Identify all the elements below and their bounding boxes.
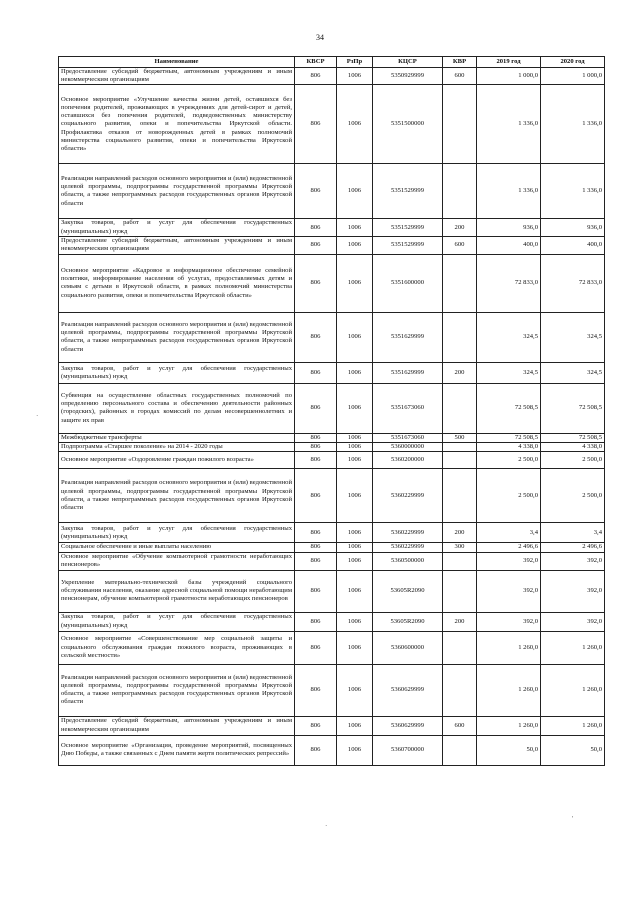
table-cell-rzpr: 1006 xyxy=(337,236,373,254)
table-cell-kvsr: 806 xyxy=(295,85,337,164)
table-cell-kcsr: 5360229999 xyxy=(373,523,443,543)
table-cell-kvr: 600 xyxy=(443,68,477,85)
table-cell-2020: 392,0 xyxy=(541,552,605,570)
table-cell-kvsr: 806 xyxy=(295,735,337,765)
table-cell-2020: 1 000,0 xyxy=(541,68,605,85)
table-cell-kvr: 500 xyxy=(443,433,477,442)
table-cell-kcsr: 5360200000 xyxy=(373,452,443,469)
table-cell-2020: 392,0 xyxy=(541,612,605,631)
table-cell-kvr xyxy=(443,452,477,469)
table-cell-rzpr: 1006 xyxy=(337,735,373,765)
table-cell-name: Реализация направлений расходов основного мероприятия и (или) ведомственной целевой программы, подпрограммы государственной программы Иркутской области, а также непрограммных расходов государственных органов Иркутской области xyxy=(59,164,295,219)
table-cell-kcsr: 53605R2090 xyxy=(373,612,443,631)
table-cell-kvsr: 806 xyxy=(295,254,337,312)
table-cell-kvsr: 806 xyxy=(295,312,337,362)
table-cell-2020: 1 260,0 xyxy=(541,716,605,735)
table-cell-kvsr: 806 xyxy=(295,236,337,254)
table-cell-name: Реализация направлений расходов основного мероприятия и (или) ведомственной целевой программы, подпрограммы государственной программы Иркутской области, а также непрограммных расходов государственных органов Иркутской области xyxy=(59,664,295,716)
table-cell-kvr: 200 xyxy=(443,612,477,631)
table-cell-name: Основное мероприятие «Оздоровление граждан пожилого возраста» xyxy=(59,452,295,469)
table-row xyxy=(59,523,605,543)
table-cell-kvsr: 806 xyxy=(295,664,337,716)
header-2019: 2019 год xyxy=(477,57,541,68)
table-cell-kvr xyxy=(443,312,477,362)
header-rzpr: РзПр xyxy=(337,57,373,68)
table-row xyxy=(59,236,605,254)
table-cell-rzpr: 1006 xyxy=(337,452,373,469)
table-cell-2019: 2 496,6 xyxy=(477,543,541,552)
table-cell-kvr: 200 xyxy=(443,362,477,383)
table-row xyxy=(59,664,605,716)
scan-mark: ' xyxy=(572,815,574,823)
table-row xyxy=(59,735,605,765)
table-cell-2019: 1 260,0 xyxy=(477,716,541,735)
table-cell-kcsr: 5351673060 xyxy=(373,383,443,433)
table-cell-kvsr: 806 xyxy=(295,543,337,552)
header-name: Наименование xyxy=(59,57,295,68)
table-row xyxy=(59,312,605,362)
table-cell-2020: 392,0 xyxy=(541,570,605,612)
table-cell-2020: 324,5 xyxy=(541,362,605,383)
table-cell-name: Основное мероприятие «Организация, проведение мероприятий, посвященных Дню Победы, а также связанных с Днем памяти жертв политических репрессий» xyxy=(59,735,295,765)
table-cell-kcsr: 5350929999 xyxy=(373,68,443,85)
table-cell-kvr xyxy=(443,570,477,612)
table-cell-2020: 1 336,0 xyxy=(541,164,605,219)
table-row xyxy=(59,164,605,219)
table-cell-kvsr: 806 xyxy=(295,612,337,631)
table-cell-name: Предоставление субсидий бюджетным, автономным учреждениям и иным некоммерческим организациям xyxy=(59,716,295,735)
header-kcsr: КЦСР xyxy=(373,57,443,68)
table-cell-kvsr: 806 xyxy=(295,523,337,543)
table-cell-2019: 392,0 xyxy=(477,570,541,612)
table-cell-kvr: 600 xyxy=(443,716,477,735)
table-cell-2020: 1 336,0 xyxy=(541,85,605,164)
table-body xyxy=(59,68,605,766)
table-cell-kvr: 300 xyxy=(443,543,477,552)
table-cell-kvr xyxy=(443,254,477,312)
table-cell-rzpr: 1006 xyxy=(337,443,373,452)
table-cell-2019: 1 000,0 xyxy=(477,68,541,85)
table-cell-2020: 72 508,5 xyxy=(541,433,605,442)
table-cell-2019: 936,0 xyxy=(477,219,541,236)
table-cell-kvr xyxy=(443,552,477,570)
scan-mark: · xyxy=(325,822,328,830)
table-row xyxy=(59,443,605,452)
table-cell-rzpr: 1006 xyxy=(337,164,373,219)
table-cell-name: Основное мероприятие «Улучшение качества жизни детей, оставшихся без попечения родителей, проживающих в учреждениях для детей-сирот и детей, оставшихся без попечения родителей, подведомственных министерству социального развития, опеки и попечительства Иркутской области. Профилактика отказов от новорожденных детей в рамках полномочий министерства социального развития, опеки и попечительства Иркутской области» xyxy=(59,85,295,164)
table-cell-2020: 3,4 xyxy=(541,523,605,543)
table-cell-2019: 400,0 xyxy=(477,236,541,254)
table-cell-name: Субвенция на осуществление областных государственных полномочий по определению персонального состава и обеспечению деятельности районных (городских), районных в городах комиссий по делам несовершеннолетних и защите их прав xyxy=(59,383,295,433)
table-cell-kcsr: 5360629999 xyxy=(373,716,443,735)
table-cell-name: Закупка товаров, работ и услуг для обеспечения государственных (муниципальных) нужд xyxy=(59,523,295,543)
table-row xyxy=(59,552,605,570)
scan-mark: · xyxy=(36,412,39,420)
table-cell-name: Основное мероприятие «Обучение компьютерной грамотности неработающих пенсионеров» xyxy=(59,552,295,570)
table-cell-kvsr: 806 xyxy=(295,433,337,442)
table-cell-rzpr: 1006 xyxy=(337,312,373,362)
table-cell-name: Укрепление материально-технической базы учреждений социального обслуживания населения, оказание адресной социальной помощи неработающим пенсионерам, обучение компьютерной грамотности неработающих пенсионеров xyxy=(59,570,295,612)
table-cell-kcsr: 5360700000 xyxy=(373,735,443,765)
table-row xyxy=(59,543,605,552)
table-cell-2020: 2 500,0 xyxy=(541,469,605,523)
header-2020: 2020 год xyxy=(541,57,605,68)
table-cell-2020: 400,0 xyxy=(541,236,605,254)
table-row xyxy=(59,383,605,433)
table-cell-kvr: 600 xyxy=(443,236,477,254)
table-cell-2020: 4 338,0 xyxy=(541,443,605,452)
table-cell-kvr xyxy=(443,664,477,716)
table-cell-kvr xyxy=(443,443,477,452)
table-cell-kcsr: 5351529999 xyxy=(373,236,443,254)
table-cell-2019: 392,0 xyxy=(477,612,541,631)
table-cell-2019: 72 508,5 xyxy=(477,383,541,433)
table-cell-2020: 936,0 xyxy=(541,219,605,236)
table-cell-name: Реализация направлений расходов основного мероприятия и (или) ведомственной целевой программы, подпрограммы государственной программы Иркутской области, а также непрограммных расходов государственных органов Иркутской области xyxy=(59,312,295,362)
table-cell-rzpr: 1006 xyxy=(337,383,373,433)
table-cell-kcsr: 5351600000 xyxy=(373,254,443,312)
table-cell-kvsr: 806 xyxy=(295,452,337,469)
table-cell-kvsr: 806 xyxy=(295,219,337,236)
table-cell-kvr xyxy=(443,469,477,523)
table-cell-kcsr: 5360229999 xyxy=(373,469,443,523)
table-cell-name: Реализация направлений расходов основного мероприятия и (или) ведомственной целевой программы, подпрограммы государственной программы Иркутской области, а также непрограммных расходов государственных органов Иркутской области xyxy=(59,469,295,523)
table-cell-2020: 2 500,0 xyxy=(541,452,605,469)
table-cell-2019: 1 336,0 xyxy=(477,85,541,164)
table-row xyxy=(59,68,605,85)
budget-table xyxy=(58,56,605,766)
table-cell-kvsr: 806 xyxy=(295,443,337,452)
table-cell-kvr: 200 xyxy=(443,219,477,236)
table-cell-rzpr: 1006 xyxy=(337,433,373,442)
table-cell-2020: 324,5 xyxy=(541,312,605,362)
table-cell-kvr xyxy=(443,383,477,433)
table-cell-rzpr: 1006 xyxy=(337,85,373,164)
table-cell-kvsr: 806 xyxy=(295,716,337,735)
table-row xyxy=(59,452,605,469)
table-cell-rzpr: 1006 xyxy=(337,664,373,716)
table-cell-kcsr: 53605R2090 xyxy=(373,570,443,612)
table-row xyxy=(59,219,605,236)
table-cell-2019: 1 260,0 xyxy=(477,631,541,664)
table-row xyxy=(59,612,605,631)
table-cell-kvsr: 806 xyxy=(295,68,337,85)
table-cell-kcsr: 5360629999 xyxy=(373,664,443,716)
table-cell-rzpr: 1006 xyxy=(337,716,373,735)
table-cell-kvr: 200 xyxy=(443,523,477,543)
table-cell-name: Основное мероприятие «Кадровое и информационное обеспечение семейной политики, информирование населения об услугах, предоставляемых детям и семьям с детьми в Иркутской области, в рамках полномочий министерства социального развития, опеки и попечительства Иркутской области» xyxy=(59,254,295,312)
table-cell-2020: 50,0 xyxy=(541,735,605,765)
table-cell-kcsr: 5360000000 xyxy=(373,443,443,452)
table-cell-2019: 4 338,0 xyxy=(477,443,541,452)
table-cell-rzpr: 1006 xyxy=(337,219,373,236)
table-cell-2019: 2 500,0 xyxy=(477,469,541,523)
table-cell-kcsr: 5360229999 xyxy=(373,543,443,552)
table-cell-kvr xyxy=(443,631,477,664)
table-cell-2020: 72 508,5 xyxy=(541,383,605,433)
table-cell-kcsr: 5351673060 xyxy=(373,433,443,442)
table-cell-kvsr: 806 xyxy=(295,362,337,383)
table-cell-2019: 3,4 xyxy=(477,523,541,543)
table-cell-name: Межбюджетные трансферты xyxy=(59,433,295,442)
table-cell-kvr xyxy=(443,164,477,219)
table-row xyxy=(59,469,605,523)
table-cell-kvr xyxy=(443,735,477,765)
table-cell-2020: 1 260,0 xyxy=(541,664,605,716)
table-row xyxy=(59,254,605,312)
table-cell-kcsr: 5360500000 xyxy=(373,552,443,570)
table-cell-name: Предоставление субсидий бюджетным, автономным учреждениям и иным некоммерческим организациям xyxy=(59,68,295,85)
table-row xyxy=(59,570,605,612)
table-cell-2019: 72 508,5 xyxy=(477,433,541,442)
table-cell-rzpr: 1006 xyxy=(337,570,373,612)
table-cell-rzpr: 1006 xyxy=(337,68,373,85)
table-cell-2019: 1 260,0 xyxy=(477,664,541,716)
table-cell-kvsr: 806 xyxy=(295,552,337,570)
table-cell-name: Социальное обеспечение и иные выплаты населению xyxy=(59,543,295,552)
table-cell-rzpr: 1006 xyxy=(337,523,373,543)
table-cell-kcsr: 5351629999 xyxy=(373,362,443,383)
table-cell-kvsr: 806 xyxy=(295,631,337,664)
table-cell-rzpr: 1006 xyxy=(337,254,373,312)
table-cell-name: Закупка товаров, работ и услуг для обеспечения государственных (муниципальных) нужд xyxy=(59,219,295,236)
table-cell-kcsr: 5351529999 xyxy=(373,164,443,219)
table-cell-rzpr: 1006 xyxy=(337,362,373,383)
table-cell-2019: 1 336,0 xyxy=(477,164,541,219)
table-cell-rzpr: 1006 xyxy=(337,469,373,523)
table-cell-kcsr: 5351529999 xyxy=(373,219,443,236)
table-cell-2019: 392,0 xyxy=(477,552,541,570)
header-kvr: КВР xyxy=(443,57,477,68)
table-cell-kcsr: 5360600000 xyxy=(373,631,443,664)
table-row xyxy=(59,433,605,442)
table-cell-2020: 1 260,0 xyxy=(541,631,605,664)
table-cell-2020: 72 833,0 xyxy=(541,254,605,312)
table-cell-rzpr: 1006 xyxy=(337,612,373,631)
table-cell-2019: 50,0 xyxy=(477,735,541,765)
table-cell-rzpr: 1006 xyxy=(337,631,373,664)
table-cell-2019: 324,5 xyxy=(477,362,541,383)
table-cell-2019: 72 833,0 xyxy=(477,254,541,312)
table-cell-2020: 2 496,6 xyxy=(541,543,605,552)
table-row xyxy=(59,716,605,735)
table-cell-kvsr: 806 xyxy=(295,570,337,612)
header-kvsr: КВСР xyxy=(295,57,337,68)
table-row xyxy=(59,631,605,664)
table-row xyxy=(59,85,605,164)
table-header-row xyxy=(59,57,605,68)
table-cell-2019: 2 500,0 xyxy=(477,452,541,469)
table-cell-rzpr: 1006 xyxy=(337,552,373,570)
table-cell-name: Закупка товаров, работ и услуг для обеспечения государственных (муниципальных) нужд xyxy=(59,612,295,631)
table-cell-name: Предоставление субсидий бюджетным, автономным учреждениям и иным некоммерческим организациям xyxy=(59,236,295,254)
table-cell-rzpr: 1006 xyxy=(337,543,373,552)
table-cell-name: Подпрограмма «Старшее поколение» на 2014 - 2020 годы xyxy=(59,443,295,452)
table-cell-kcsr: 5351500000 xyxy=(373,85,443,164)
table-cell-name: Закупка товаров, работ и услуг для обеспечения государственных (муниципальных) нужд xyxy=(59,362,295,383)
table-cell-kvsr: 806 xyxy=(295,383,337,433)
table-cell-2019: 324,5 xyxy=(477,312,541,362)
table-cell-kvsr: 806 xyxy=(295,164,337,219)
table-cell-kvsr: 806 xyxy=(295,469,337,523)
page-number: 34 xyxy=(316,33,324,42)
table-cell-kvr xyxy=(443,85,477,164)
table-cell-kcsr: 5351629999 xyxy=(373,312,443,362)
table-cell-name: Основное мероприятие «Совершенствование мер социальной защиты и социального обслуживания граждан пожилого возраста, проживающих в сельской местности» xyxy=(59,631,295,664)
table-row xyxy=(59,362,605,383)
